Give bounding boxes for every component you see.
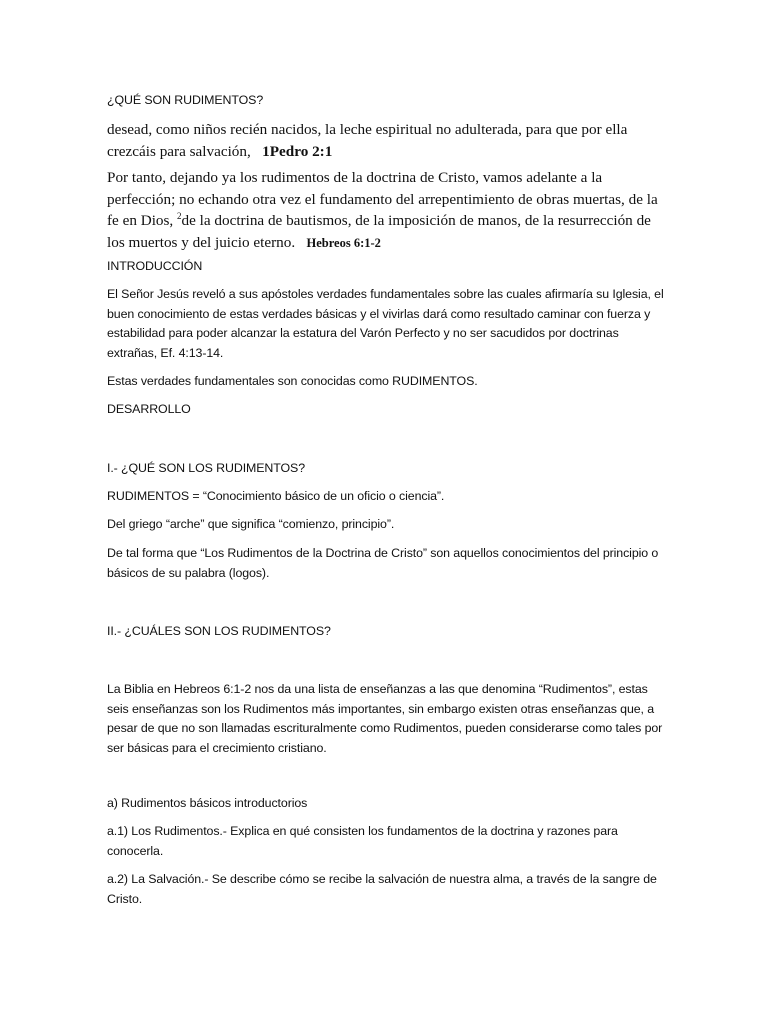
section-1-heading: I.- ¿QUÉ SON LOS RUDIMENTOS?	[107, 461, 306, 475]
verse-number-sup: 2	[177, 211, 182, 222]
section-1-paragraph-1: RUDIMENTOS = “Conocimiento básico de un oficio o ciencia”.	[107, 489, 445, 503]
verse-1pedro-text: desead, como niños recién nacidos, la leche espiritual no adulterada, para que por ella crezcáis para salvación,	[107, 121, 628, 160]
section-2-paragraph-1: La Biblia en Hebreos 6:1-2 nos da una lista de enseñanzas a las que denomina “Rudimentos”, estas seis enseñanzas son los Rudimentos más importantes, sin embargo existen otras enseñanzas que, a pesar de que no son llamadas escrituralmente como Rudimentos, pueden considerarse como tales por ser básicas para el crecimiento cristiano.	[107, 682, 663, 755]
verse-hebreos-text-b: de la doctrina de bautismos, de la imposición de manos, de la resurrección de los muertos y del juicio eterno.	[107, 212, 651, 251]
intro-paragraph-1: El Señor Jesús reveló a sus apóstoles verdades fundamentales sobre las cuales afirmaría su Iglesia, el buen conocimiento de estas verdades básicas y el vivirlas dará como resultado caminar con fuerza y estabilidad para poder alcanzar la estatura del Varón Perfecto y no ser sacudidos por doctrinas extrañas, Ef. 4:13-14.	[107, 287, 664, 360]
item-a1: a.1) Los Rudimentos.- Explica en qué consisten los fundamentos de la doctrina y razones para conocerla.	[107, 824, 618, 858]
intro-paragraph-2: Estas verdades fundamentales son conocidas como RUDIMENTOS.	[107, 374, 478, 388]
section-2-heading: II.- ¿CUÁLES SON LOS RUDIMENTOS?	[107, 624, 331, 638]
verse-1pedro	[107, 119, 667, 162]
verse-hebreos-text-a: Por tanto, dejando ya los rudimentos de la doctrina de Cristo, vamos adelante a la perfección; no echando otra vez el fundamento del arrepentimiento de obras muertas, de la fe en Dios,	[107, 169, 658, 230]
desarrollo-heading: DESARROLLO	[107, 402, 191, 416]
heading-que-son-rudimentos: ¿QUÉ SON RUDIMENTOS?	[107, 93, 264, 107]
subsection-a-heading: a) Rudimentos básicos introductorios	[107, 796, 308, 810]
section-1-paragraph-3: De tal forma que “Los Rudimentos de la Doctrina de Cristo” son aquellos conocimientos del principio o básicos de su palabra (logos).	[107, 546, 659, 580]
verse-hebreos-ref: Hebreos 6:1-2	[306, 235, 381, 250]
item-a2: a.2) La Salvación.- Se describe cómo se recibe la salvación de nuestra alma, a través de la sangre de Cristo.	[107, 872, 657, 906]
section-1-paragraph-2: Del griego “arche” que significa “comienzo, principio”.	[107, 517, 395, 531]
verse-hebreos	[107, 167, 667, 254]
verse-1pedro-ref: 1Pedro 2:1	[262, 142, 333, 160]
intro-heading: INTRODUCCIÓN	[107, 259, 203, 273]
